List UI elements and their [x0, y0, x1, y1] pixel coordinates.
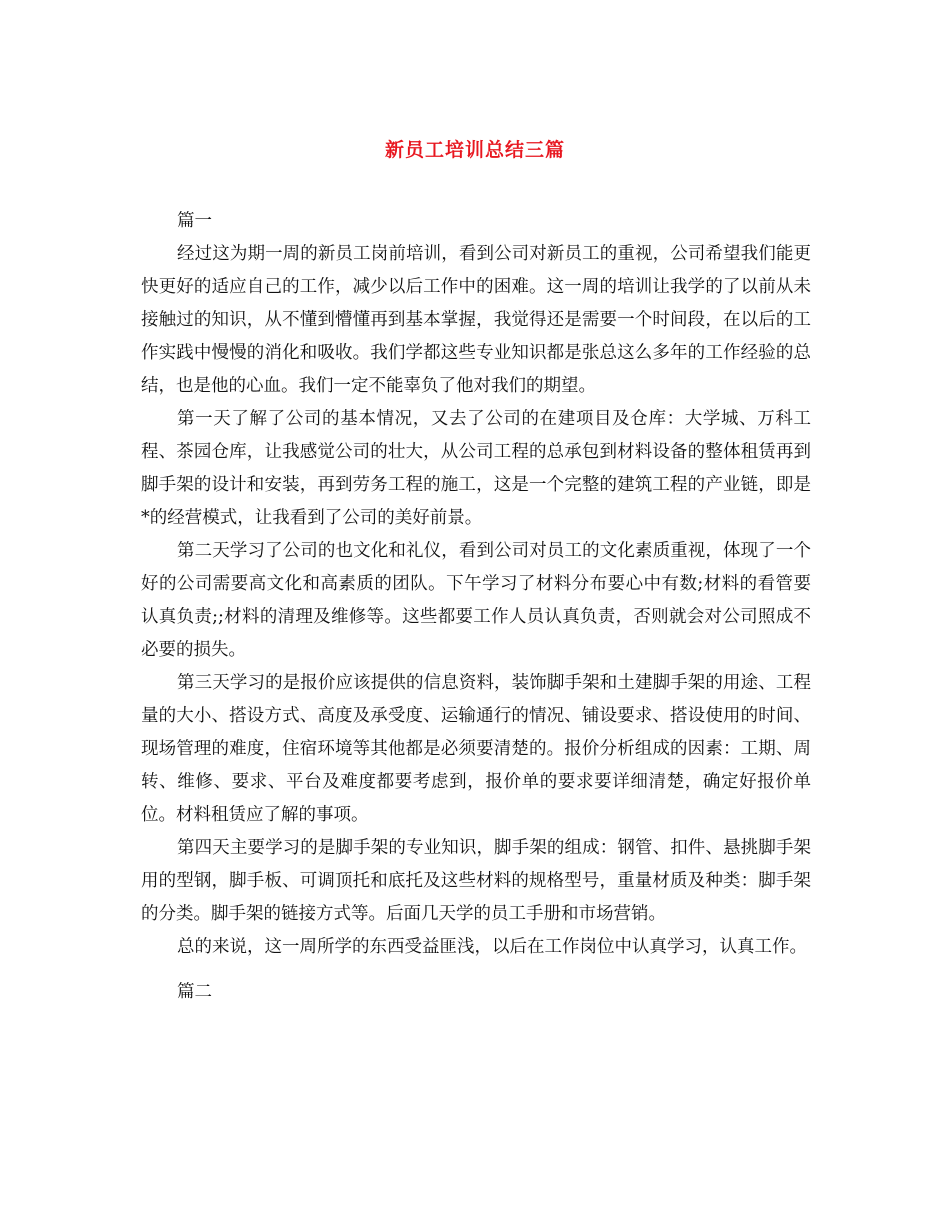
paragraph-6: 总的来说，这一周所学的东西受益匪浅，以后在工作岗位中认真学习，认真工作。: [177, 937, 807, 957]
paragraph-3: 第二天学习了公司的也文化和礼仪，看到公司对员工的文化素质重视，体现了一个好的公司需要高文化和高素质的团队。下午学习了材料分布要心中有数;材料的看管要认真负责;;材料的清理及维修等。这些都要工作人员认真负责，否则就会对公司照成不必要的损失。: [141, 541, 811, 660]
paragraph-4: 第三天学习的是报价应该提供的信息资料，装饰脚手架和土建脚手架的用途、工程量的大小、搭设方式、高度及承受度、运输通行的情况、铺设要求、搭设使用的时间、现场管理的难度，住宿环境等其他都是必须要清楚的。报价分析组成的因素：工期、周转、维修、要求、平台及难度都要考虑到，报价单的要求要详细清楚，确定好报价单位。材料租赁应了解的事项。: [141, 673, 811, 825]
section-heading-1: 篇一: [177, 211, 212, 231]
document-title: 新员工培训总结三篇: [384, 139, 565, 161]
paragraph-1: 经过这为期一周的新员工岗前培训，看到公司对新员工的重视，公司希望我们能更快更好的适应自己的工作，减少以后工作中的困难。这一周的培训让我学的了以前从未接触过的知识，从不懂到懵懂再到基本掌握，我觉得还是需要一个时间段，在以后的工作实践中慢慢的消化和吸收。我们学都这些专业知识都是张总这么多年的工作经验的总结，也是他的心血。我们一定不能辜负了他对我们的期望。: [141, 244, 811, 396]
document-body: [141, 205, 811, 1009]
paragraph-5: 第四天主要学习的是脚手架的专业知识，脚手架的组成：钢管、扣件、悬挑脚手架用的型钢，脚手板、可调顶托和底托及这些材料的规格型号，重量材质及种类：脚手架的分类。脚手架的链接方式等。后面几天学的员工手册和市场营销。: [141, 838, 811, 924]
paragraph-2: 第一天了解了公司的基本情况，又去了公司的在建项目及仓库：大学城、万科工程、茶园仓库，让我感觉公司的壮大，从公司工程的总承包到材料设备的整体租赁再到脚手架的设计和安装，再到劳务工程的施工，这是一个完整的建筑工程的产业链，即是*的经营模式，让我看到了公司的美好前景。: [141, 409, 811, 528]
section-heading-2: 篇二: [177, 982, 212, 1002]
